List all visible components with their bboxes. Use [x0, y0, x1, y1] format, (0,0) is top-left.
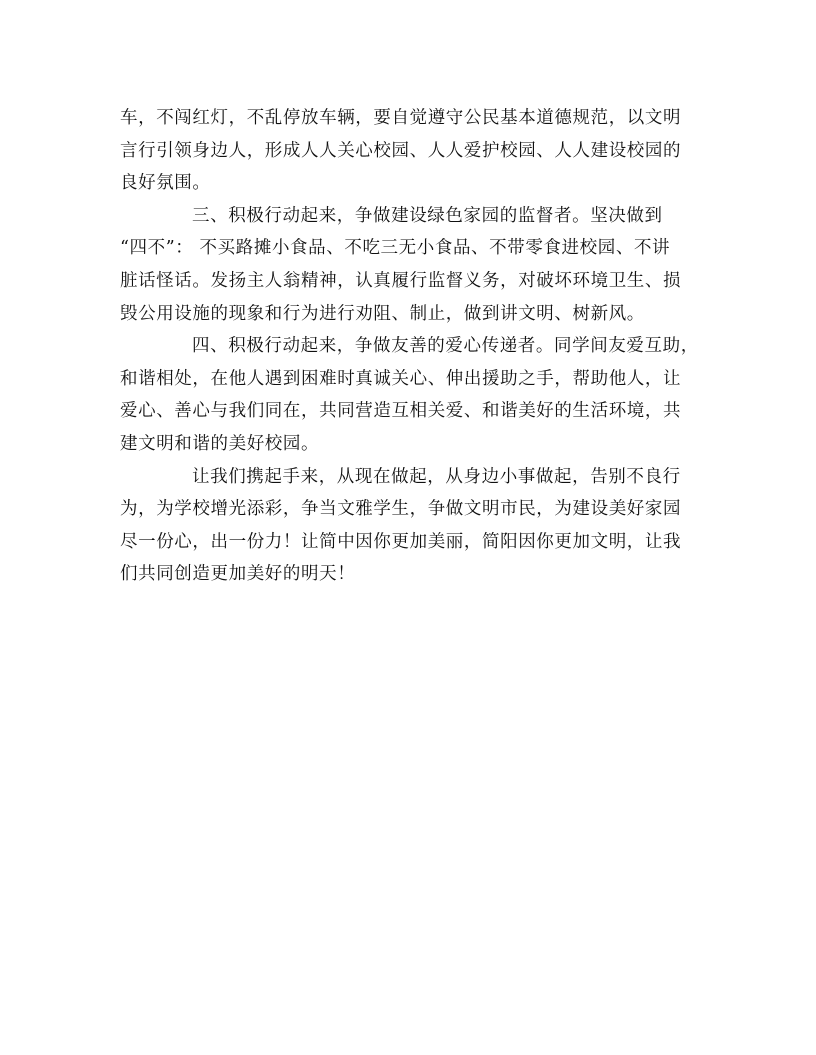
text-line: 四、积极行动起来，争做友善的爱心传递者。同学间友爱互助， — [192, 336, 699, 357]
text-line: 言行引领身边人，形成人人关心校园、人人爱护校园、人人建设校园的 — [120, 140, 682, 161]
text-line: 脏话怪话。发扬主人翁精神，认真履行监督义务，对破坏环境卫生、损 — [120, 270, 682, 291]
document-body — [120, 102, 700, 591]
text-line: 爱心、善心与我们同在，共同营造互相关爱、和谐美好的生活环境，共 — [120, 401, 682, 422]
text-line: 让我们携起手来，从现在做起，从身边小事做起，告别不良行 — [192, 466, 681, 487]
text-line: “四不”： 不买路摊小食品、不吃三无小食品、不带零食进校园、不讲 — [120, 238, 671, 259]
paragraph-point-three — [120, 200, 700, 330]
text-line: 车，不闯红灯，不乱停放车辆，要自觉遵守公民基本道德规范，以文明 — [120, 108, 682, 128]
text-line: 建文明和谐的美好校园。 — [120, 433, 320, 454]
text-line: 毁公用设施的现象和行为进行劝阻、制止，做到讲文明、树新风。 — [120, 303, 645, 324]
text-line: 和谐相处，在他人遇到困难时真诚关心、伸出援助之手，帮助他人，让 — [120, 368, 682, 389]
text-line: 为，为学校增光添彩，争当文雅学生，争做文明市民，为建设美好家园 — [120, 499, 682, 520]
text-line: 们共同创造更加美好的明天！ — [120, 564, 356, 585]
text-line: 尽一份心，出一份力！让简中因你更加美丽，简阳因你更加文明，让我 — [120, 531, 682, 552]
paragraph-closing — [120, 461, 700, 591]
text-line: 三、积极行动起来，争做建设绿色家园的监督者。坚决做到 — [192, 205, 663, 226]
text-line: 良好氛围。 — [120, 173, 211, 194]
paragraph-point-four — [120, 330, 700, 460]
paragraph-continuation — [120, 102, 700, 200]
